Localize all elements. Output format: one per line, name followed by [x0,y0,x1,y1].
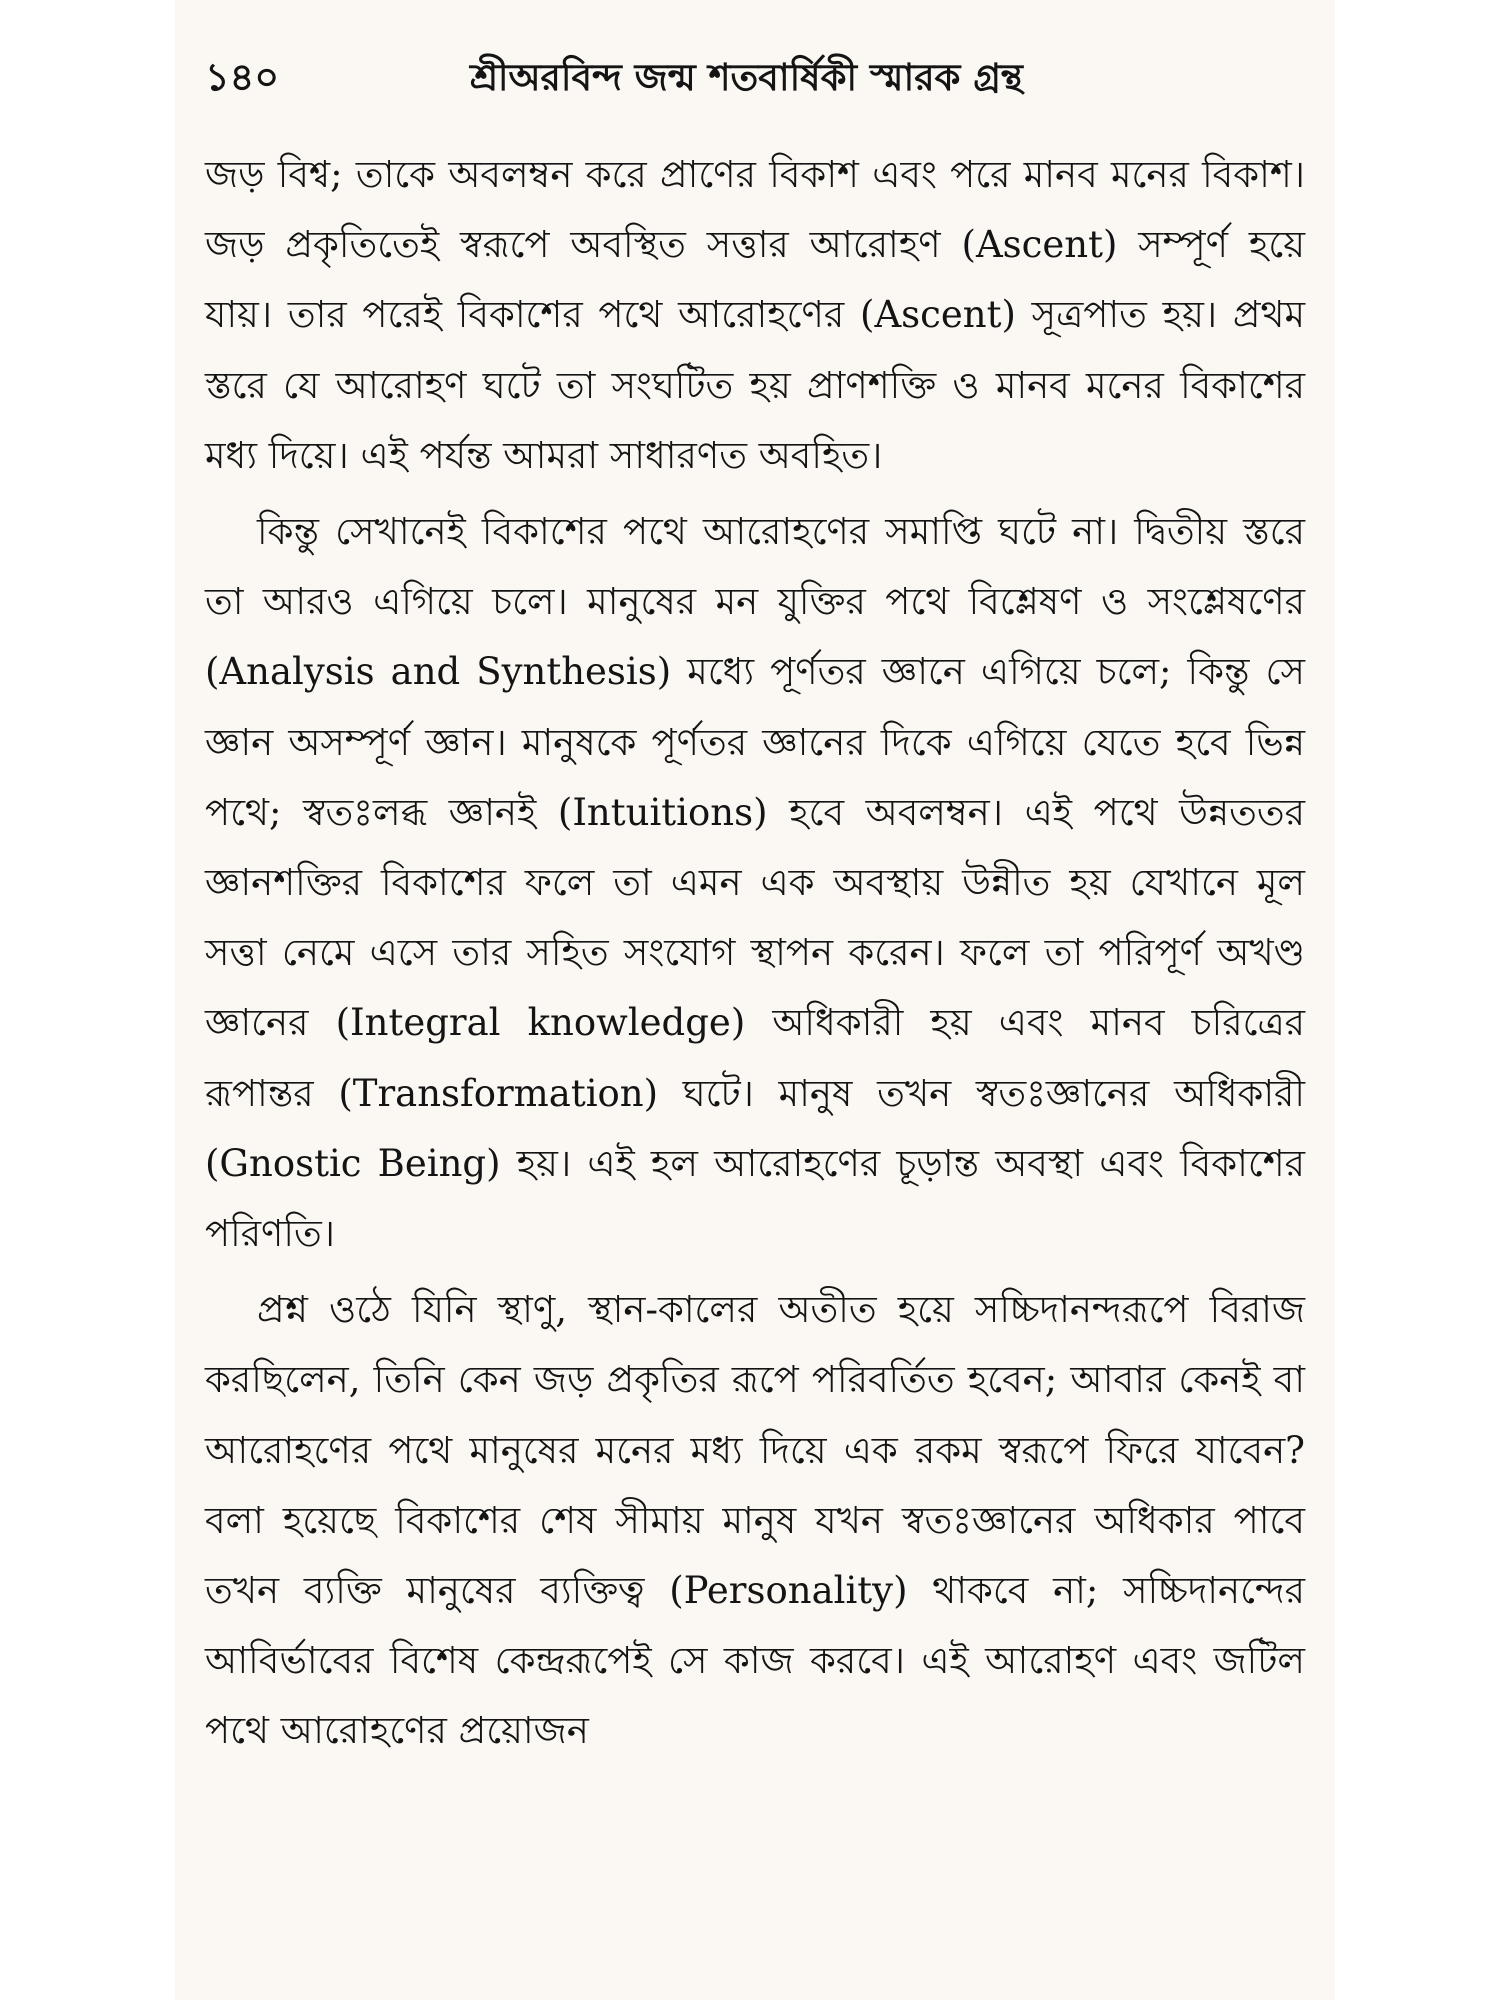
body-text [205,140,1305,1767]
paragraph-1: জড় বিশ্ব; তাকে অবলম্বন করে প্রাণের বিকাশ এবং পরে মানব মনের বিকাশ। জড় প্রকৃতিতেই স্বরূপে অবস্থিত সত্তার আরোহণ (Ascent) সম্পূর্ণ হয়ে যায়। তার পরেই বিকাশের পথে আরোহণের (Ascent) সূত্রপাত হয়। প্রথম স্তরে যে আরোহণ ঘটে তা সংঘটিত হয় প্রাণশক্তি ও মানব মনের বিকাশের মধ্য দিয়ে। এই পর্যন্ত আমরা সাধারণত অবহিত। [205,153,1305,477]
page-number: ১৪০ [205,54,280,99]
running-title: শ্রীঅরবিন্দ জন্ম শতবার্ষিকী স্মারক গ্রন্থ [470,55,1023,99]
page-header [205,48,1305,108]
paragraph-3: প্রশ্ন ওঠে যিনি স্থাণু, স্থান-কালের অতীত হয়ে সচ্চিদানন্দরূপে বিরাজ করছিলেন, তিনি কেন জড় প্রকৃতির রূপে পরিবর্তিত হবেন; আবার কেনই বা আরোহণের পথে মানুষের মনের মধ্য দিয়ে এক রকম স্বরূপে ফিরে যাবেন? বলা হয়েছে বিকাশের শেষ সীমায় মানুষ যখন স্বতঃজ্ঞানের অধিকার পাবে তখন ব্যক্তি মানুষের ব্যক্তিত্ব (Personality) থাকবে না; সচ্চিদানন্দের আবির্ভাবের বিশেষ কেন্দ্ররূপেই সে কাজ করবে। এই আরোহণ এবং জটিল পথে আরোহণের প্রয়োজন [205,1288,1305,1753]
paragraph-2: কিন্তু সেখানেই বিকাশের পথে আরোহণের সমাপ্তি ঘটে না। দ্বিতীয় স্তরে তা আরও এগিয়ে চলে। মানুষের মন যুক্তির পথে বিশ্লেষণ ও সংশ্লেষণের (Analysis and Synthesis) মধ্যে পূর্ণতর জ্ঞানে এগিয়ে চলে; কিন্তু সে জ্ঞান অসম্পূর্ণ জ্ঞান। মানুষকে পূর্ণতর জ্ঞানের দিকে এগিয়ে যেতে হবে ভিন্ন পথে; স্বতঃলব্ধ জ্ঞানই (Intuitions) হবে অবলম্বন। এই পথে উন্নততর জ্ঞানশক্তির বিকাশের ফলে তা এমন এক অবস্থায় উন্নীত হয় যেখানে মূল সত্তা নেমে এসে তার সহিত সংযোগ স্থাপন করেন। ফলে তা পরিপূর্ণ অখণ্ড জ্ঞানের (Integral knowledge) অধিকারী হয় এবং মানব চরিত্রের রূপান্তর (Transformation) ঘটে। মানুষ তখন স্বতঃজ্ঞানের অধিকারী (Gnostic Being) হয়। এই হল আরোহণের চূড়ান্ত অবস্থা এবং বিকাশের পরিণতি। [205,510,1305,1256]
